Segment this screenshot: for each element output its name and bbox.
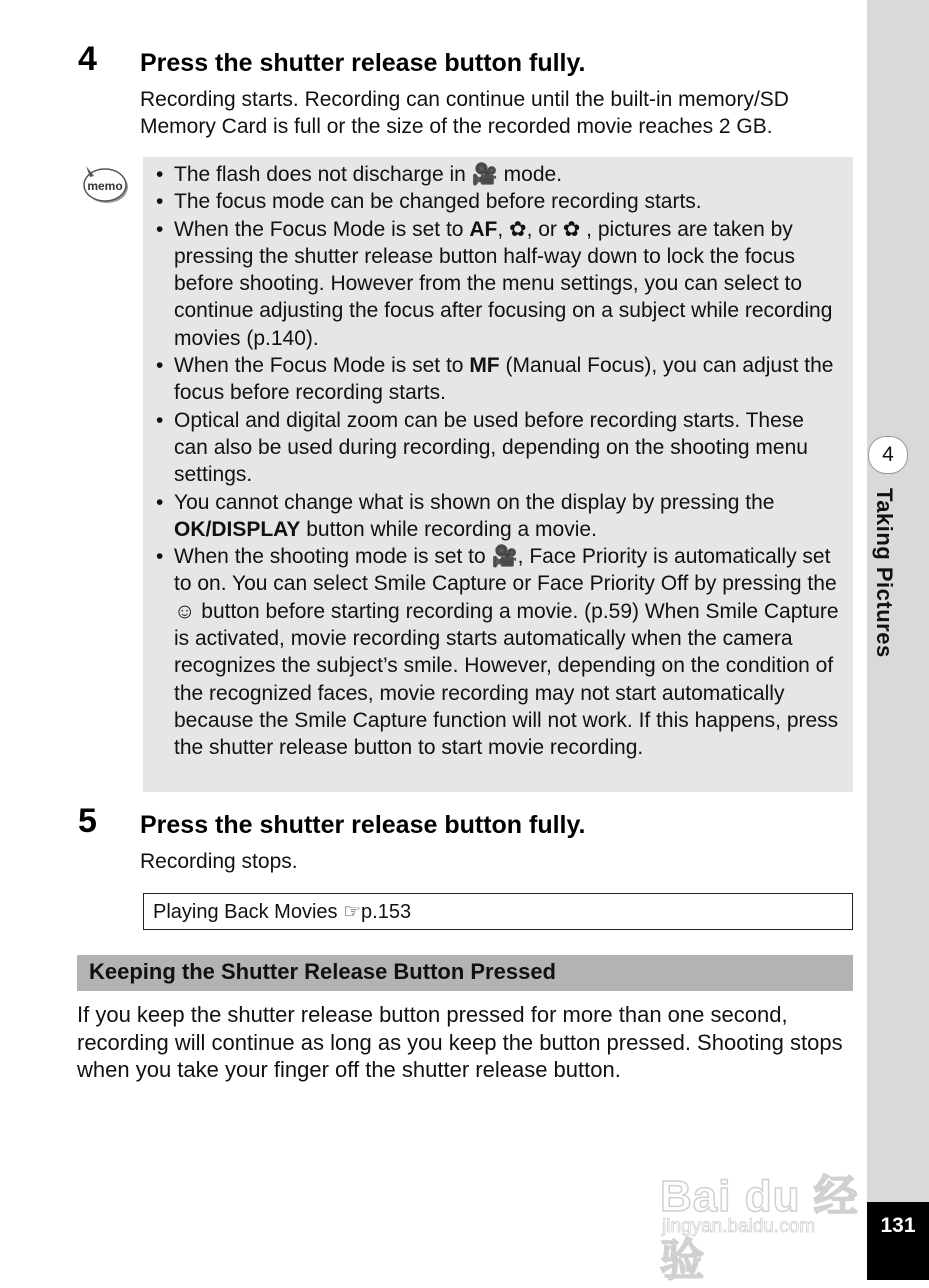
ok-display-icon: OK/DISPLAY	[174, 517, 301, 541]
memo-item: • You cannot change what is shown on the display by pressing the OK/DISPLAY button while recording a movie.	[153, 489, 841, 544]
memo-box	[143, 157, 853, 792]
step-4-title: Press the shutter release button fully.	[140, 49, 586, 77]
baidu-watermark	[660, 1140, 870, 1285]
memo-item: • When the Focus Mode is set to AF, ✿, or ✿ , pictures are taken by pressing the shutter release button half-way down to lock the focus before shooting. However from the menu settings, you can select to continue adjusting the focus after focusing on a subject while recording movies (p.140).	[153, 216, 841, 352]
step-5-number: 5	[78, 802, 97, 840]
section-paragraph: If you keep the shutter release button pressed for more than one second, recording will continue as long as you keep the button pressed. Shooting stops when you take your finger off the shutter release button.	[77, 1002, 843, 1082]
movie-mode-icon: 🎥	[471, 163, 498, 186]
page-number: 131	[867, 1202, 929, 1280]
reference-text: Playing Back Movies	[153, 901, 344, 923]
memo-item: • Optical and digital zoom can be used before recording starts. These can also be used during recording, depending on the shooting menu settings.	[153, 407, 841, 489]
chapter-number-badge: 4	[868, 436, 908, 474]
movie-mode-icon: 🎥	[491, 545, 518, 569]
memo-icon	[80, 160, 130, 206]
memo-item: • When the Focus Mode is set to MF (Manual Focus), you can adjust the focus before recording starts.	[153, 352, 841, 407]
memo-item: • When the shooting mode is set to 🎥, Face Priority is automatically set to on. You can select Smile Capture or Face Priority Off by pressing the ☺ button before starting recording a movie. (p.59) When Smile Capture is activated, movie recording starts automatically when the camera recognizes the subject’s smile. However, depending on the condition of the recognized faces, movie recording may not start automatically because the Smile Capture function will not work. If this happens, press the shutter release button to start movie recording.	[153, 543, 841, 761]
memo-item: • The flash does not discharge in 🎥 mode.	[153, 161, 841, 188]
af-icon: AF	[469, 217, 498, 241]
page-reference-icon: ☞	[343, 901, 362, 923]
step-4-number: 4	[78, 40, 97, 78]
step-5-title: Press the shutter release button fully.	[140, 811, 586, 839]
reference-box	[143, 893, 853, 930]
step-4-text: Recording starts. Recording can continue until the built-in memory/SD Memory Card is full or the size of the recorded movie reaches 2 GB.	[140, 88, 789, 138]
chapter-title: Taking Pictures	[872, 488, 897, 658]
mf-icon: MF	[469, 354, 500, 378]
watermark-url: jingyan.baidu.com	[662, 1216, 816, 1237]
section-header: Keeping the Shutter Release Button Pressed	[77, 955, 853, 991]
svg-text:memo: memo	[87, 179, 123, 193]
memo-list	[153, 161, 841, 762]
memo-item: • The focus mode can be changed before recording starts.	[153, 188, 841, 215]
step-5-text: Recording stops.	[140, 850, 298, 873]
watermark-logo: Bai du 经验	[660, 1172, 859, 1285]
reference-page-link[interactable]: p.153	[361, 901, 412, 923]
